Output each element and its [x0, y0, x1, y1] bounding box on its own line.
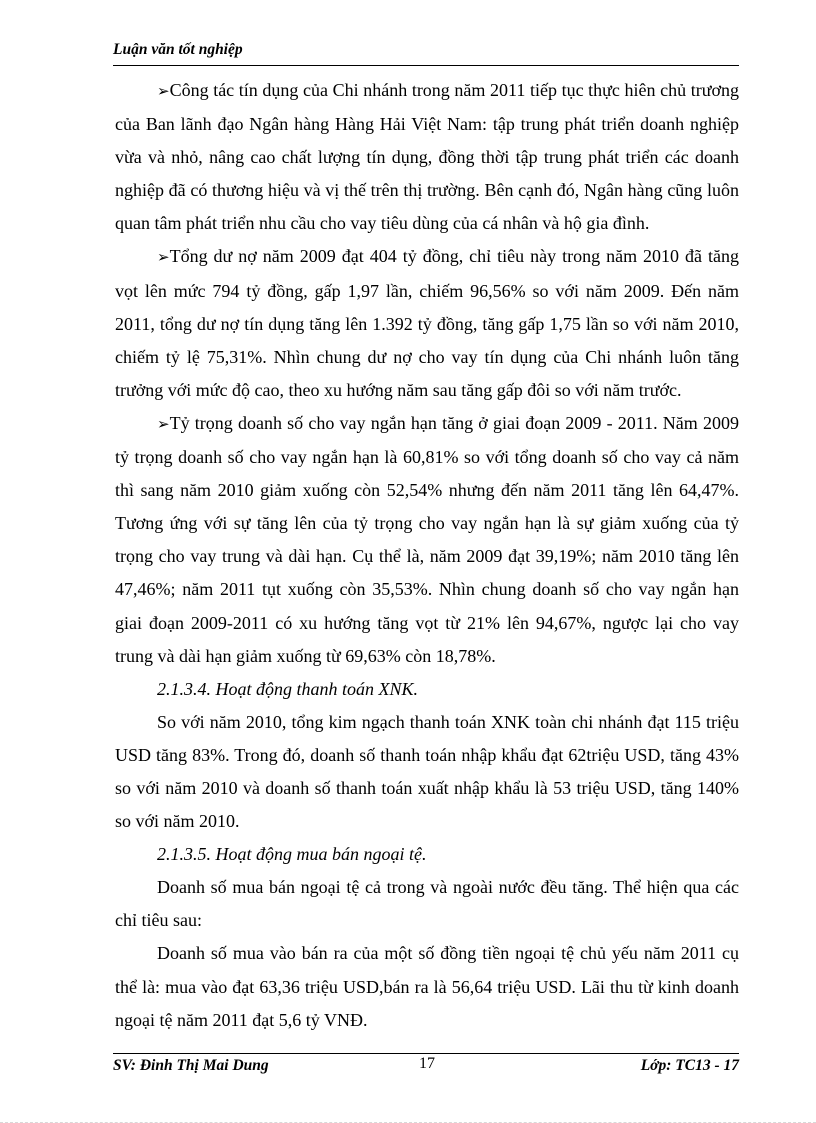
page-body [115, 74, 739, 1037]
footer-student-name: SV: Đinh Thị Mai Dung [113, 1057, 269, 1074]
paragraph-total-debt [115, 240, 739, 406]
paragraph-forex-intro: Doanh số mua bán ngoại tệ cả trong và ngoài nước đều tăng. Thể hiện qua các chỉ tiêu sau: [115, 877, 739, 931]
footer-class: Lớp: TC13 - 17 [640, 1057, 739, 1074]
page-number: 17 [419, 1055, 435, 1072]
paragraph-forex-detail: Doanh số mua vào bán ra của một số đồng tiền ngoại tệ chủ yếu năm 2011 cụ thể là: mua vào đạt 63,36 triệu USD,bán ra là 56,64 triệu USD. Lãi thu từ kinh doanh ngoại tệ năm 2011 đạt 5,6 tỷ VNĐ. [115, 943, 739, 1030]
paragraph-credit-policy [115, 74, 739, 240]
arrow-bullet-icon: ➢ [157, 248, 170, 267]
header-rule [113, 65, 739, 66]
paragraph-short-term-loans [115, 407, 739, 673]
paragraph-xnk-payments: So với năm 2010, tổng kim ngạch thanh toán XNK toàn chi nhánh đạt 115 triệu USD tăng 83%. Trong đó, doanh số thanh toán nhập khẩu đạt 62triệu USD, tăng 43% so với năm 2010 và doanh số thanh toán xuất nhập khẩu là 53 triệu USD, tăng 140% so với năm 2010. [115, 711, 739, 832]
arrow-bullet-icon: ➢ [157, 82, 170, 100]
paragraph-text: Tỷ trọng doanh số cho vay ngắn hạn tăng ở giai đoạn 2009 - 2011. Năm 2009 tỷ trọng doanh số cho vay ngắn hạn là 60,81% so với tổng doanh số cho vay cả năm thì sang năm 2010 giảm xuống còn 52,54% nhưng đến năm 2011 tăng lên 64,47%. Tương ứng với sự tăng lên của tỷ trọng cho vay ngắn hạn là sự giảm xuống của tỷ trọng cho vay trung và dài hạn. Cụ thể là, năm 2009 đạt 39,19%; năm 2010 tăng lên 47,46%; năm 2011 tụt xuống còn 35,53%. Nhìn chung doanh số cho vay ngắn hạn giai đoạn 2009-2011 có xu hướng tăng vọt từ 21% lên 94,67%, ngược lại cho vay trung và dài hạn giảm xuống từ 69,63% còn 18,78%. [115, 412, 739, 666]
footer-rule [113, 1053, 739, 1054]
arrow-bullet-icon: ➢ [157, 414, 170, 433]
section-heading-xnk: 2.1.3.4. Hoạt động thanh toán XNK. [157, 678, 419, 699]
page-footer [113, 1055, 739, 1079]
paragraph-text: Công tác tín dụng của Chi nhánh trong năm 2011 tiếp tục thực hiên chủ trương của Ban lãnh đạo Ngân hàng Hàng Hải Việt Nam: tập trung phát triển doanh nghiệp vừa và nhỏ, nâng cao chất lượng tín dụng, đồng thời tập trung phát triển các doanh nghiệp đã có thương hiệu và vị thế trên thị trường. Bên cạnh đó, Ngân hàng cũng luôn quan tâm phát triển nhu cầu cho vay tiêu dùng của cá nhân và hộ gia đình. [115, 80, 739, 234]
header-title: Luận văn tốt nghiệp [113, 41, 243, 58]
section-heading-forex: 2.1.3.5. Hoạt động mua bán ngoại tệ. [157, 844, 427, 865]
paragraph-text: Tổng dư nợ năm 2009 đạt 404 tỷ đồng, chỉ tiêu này trong năm 2010 đã tăng vọt lên mức 794 tỷ đồng, gấp 1,97 lần, chiếm 96,56% so với năm 2009. Đến năm 2011, tổng dư nợ tín dụng tăng lên 1.392 tỷ đồng, tăng gấp 1,75 lần so với năm 2010, chiếm tỷ lệ 75,31%. Nhìn chung dư nợ cho vay tín dụng của Chi nhánh luôn tăng trưởng với mức độ cao, theo xu hướng năm sau tăng gấp đôi so với năm trước. [115, 246, 739, 400]
